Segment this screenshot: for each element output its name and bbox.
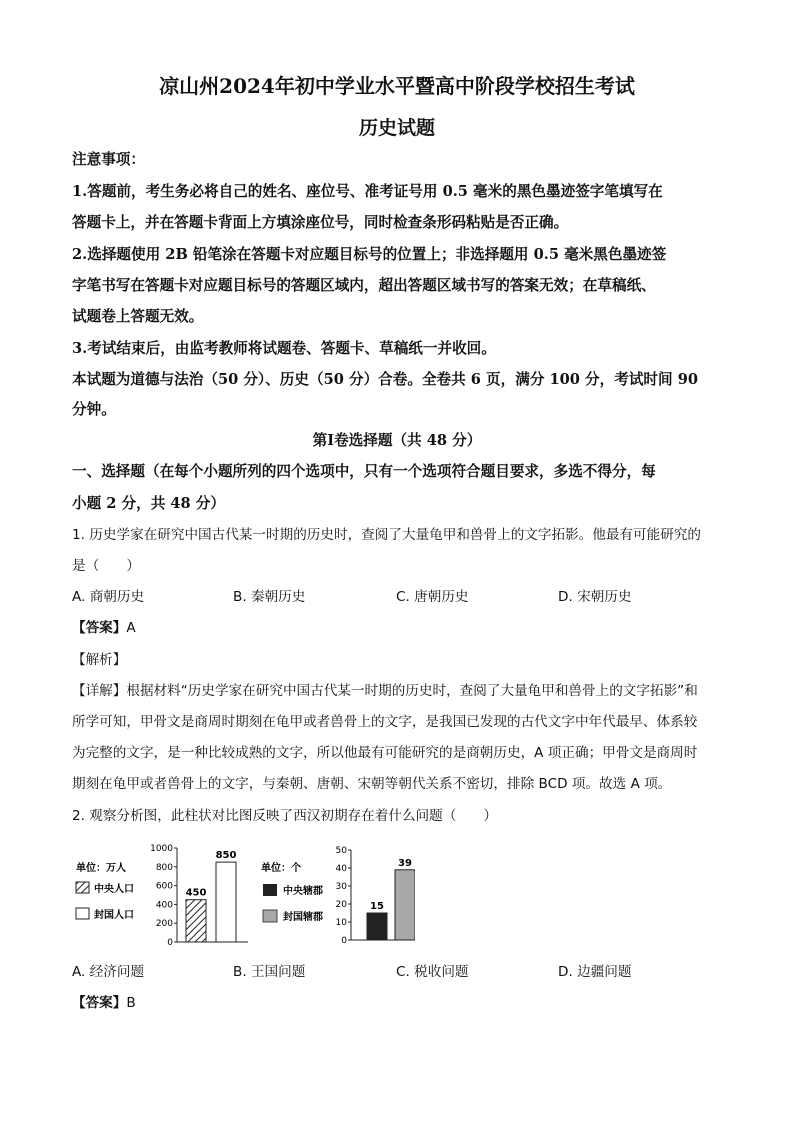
answer-tag: 【答案】 [72,620,127,636]
chart1-legend-fief: 封国人口 [94,910,134,921]
section-instruction: 一、选择题（在每个小题所列的四个选项中，只有一个选项符合题目要求，多选不得分，每 [72,463,656,480]
answer-tag: 【答案】 [72,995,127,1011]
notice-heading: 注意事项： [72,151,145,168]
notice-line: 本试题为道德与法治（50 分）、历史（50 分）合卷。全卷共 6 页，满分 100 分，考试时间 90 [72,371,698,388]
chart1-unit-label: 单位：万人 [76,863,126,874]
y-tick-label: 800 [155,862,173,873]
y-tick-label: 0 [167,938,173,948]
bar-封国人口 [216,862,236,942]
q1-detail: 期刻在龟甲或者兽骨上的文字，与秦朝、唐朝、宋朝等朝代关系不密切，排除 BCD 项。故选 A 项。 [72,776,672,792]
y-tick-label: 1000 [150,844,173,854]
bar-value-label: 15 [370,901,384,912]
q1-option-c: C. 唐朝历史 [396,589,469,605]
q1-option-d: D. 宋朝历史 [558,589,632,605]
q1-detail: 【详解】根据材料“历史学家在研究中国古代某一时期的历史时，查阅了大量龟甲和兽骨上的文字拓影”和 [72,683,698,699]
exam-title: 凉山州2024年初中学业水平暨高中阶段学校招生考试 [159,74,635,98]
notice-line: 分钟。 [72,401,116,418]
bar-中央辖郡 [367,913,387,940]
y-tick-label: 400 [155,900,173,911]
y-tick-label: 600 [155,881,173,892]
notice-line: 答题卡上，并在答题卡背面上方填涂座位号，同时检查条形码粘贴是否正确。 [72,214,569,231]
y-tick-label: 0 [341,936,347,946]
q2-answer: B [126,995,136,1011]
q1-detail: 为完整的文字，是一种比较成熟的文字，所以他最有可能研究的是商朝历史，A 项正确；甲骨文是商周时 [72,745,698,761]
prefecture-bar-chart [255,840,415,948]
q1-stem: 是（ ） [72,558,140,574]
y-tick-label: 40 [335,864,347,874]
q1-answer-row [72,618,732,638]
legend-gray-swatch [263,910,277,922]
bar-value-label: 450 [185,887,207,899]
bar-封国辖郡 [395,870,415,940]
q2-option-b: B. 王国问题 [233,964,306,980]
legend-dark-swatch [263,884,277,896]
notice-line: 3.考试结束后，由监考教师将试题卷、答题卡、草稿纸一并收回。 [72,340,496,357]
chart1-legend-central: 中央人口 [94,884,134,895]
chart2-legend-fief: 封国辖郡 [283,912,323,923]
section-instruction: 小题 2 分，共 48 分） [72,495,225,512]
legend-white-swatch [76,908,89,919]
q2-option-c: C. 税收问题 [396,964,469,980]
q1-analysis-tag: 【解析】 [72,652,127,668]
q2-option-a: A. 经济问题 [72,964,145,980]
y-tick-label: 200 [155,919,173,930]
y-tick-label: 30 [335,882,347,892]
notice-line: 1.答题前，考生务必将自己的姓名、座位号、准考证号用 0.5 毫米的黑色墨迹签字笔填写在 [72,183,663,200]
bar-中央人口 [186,900,206,942]
q1-option-a: A. 商朝历史 [72,589,145,605]
q1-stem: 1. 历史学家在研究中国古代某一时期的历史时，查阅了大量龟甲和兽骨上的文字拓影。他最有可能研究的 [72,527,702,543]
q1-answer: A [126,620,136,636]
q2-answer-row [72,993,732,1013]
chart2-legend-central: 中央辖郡 [283,886,323,897]
chart2-bars [367,858,415,940]
y-tick-label: 50 [335,846,347,856]
q2-option-d: D. 边疆问题 [558,964,632,980]
bar-value-label: 39 [398,857,412,869]
notice-line: 2.选择题使用 2B 铅笔涂在答题卡对应题目标号的位置上；非选择题用 0.5 毫米黑色墨迹签 [72,246,667,263]
notice-line: 字笔书写在答题卡对应题目标号的答题区域内，超出答题区域书写的答案无效；在草稿纸、 [72,277,656,294]
chart1-bars [186,850,237,942]
population-bar-chart [70,840,260,948]
y-tick-label: 10 [335,918,347,928]
section-title: 第Ⅰ卷选择题（共 48 分） [312,432,482,449]
bar-value-label: 850 [215,850,237,862]
exam-subtitle: 历史试题 [358,117,435,139]
q1-detail: 所学可知，甲骨文是商周时期刻在龟甲或者兽骨上的文字，是我国已发现的古代文字中年代最早、体系较 [72,714,698,730]
chart2-unit-label: 单位：个 [261,863,301,874]
notice-line: 试题卷上答题无效。 [72,308,204,325]
y-tick-label: 20 [335,900,347,910]
q2-stem: 2. 观察分析图，此柱状对比图反映了西汉初期存在着什么问题（ ） [72,808,498,824]
q1-option-b: B. 秦朝历史 [233,589,306,605]
legend-hatch-swatch [76,882,89,893]
